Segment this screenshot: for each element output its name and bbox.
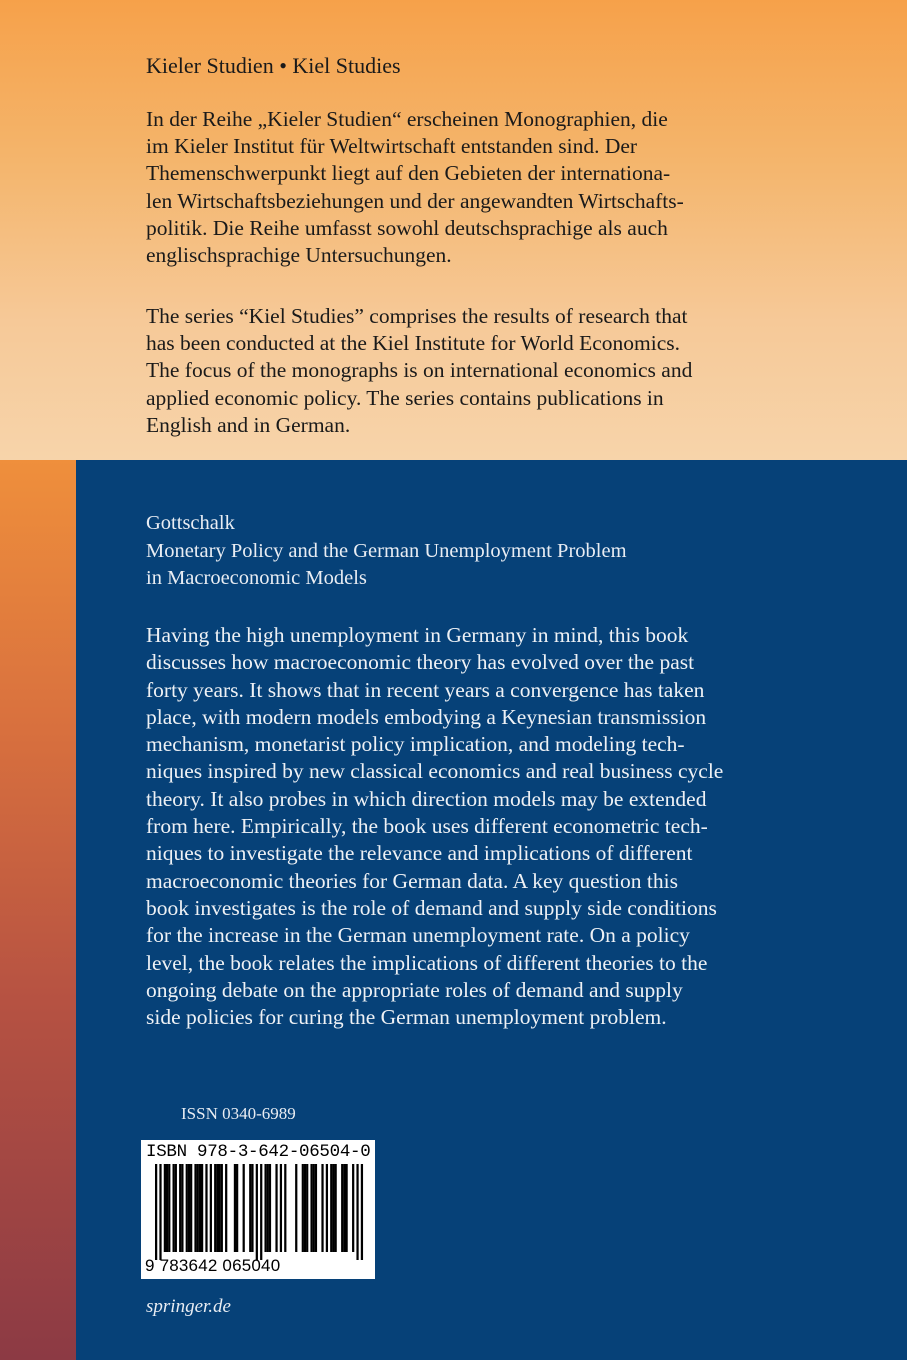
barcode-bar: [295, 1164, 297, 1252]
barcode-bar: [155, 1164, 157, 1260]
barcode-bar: [190, 1164, 192, 1252]
text-line: niques to investigate the relevance and implications of different: [146, 841, 693, 866]
barcode-bar: [345, 1164, 347, 1252]
barcode-bar: [173, 1164, 175, 1252]
text-line: politik. Die Reihe umfasst sowohl deutschsprachige als auch: [146, 215, 668, 240]
barcode: [141, 1140, 375, 1279]
barcode-bar: [304, 1164, 306, 1252]
book-title-line-2: in Macroeconomic Models: [146, 567, 367, 589]
barcode-bar: [188, 1164, 190, 1252]
barcode-bar: [332, 1164, 334, 1252]
barcode-bars: [149, 1164, 369, 1260]
issn-number: ISSN 0340-6989: [181, 1104, 296, 1123]
text-line: In der Reihe „Kieler Studien“ erscheinen Monographien, die: [146, 107, 668, 131]
barcode-bar: [284, 1164, 286, 1252]
barcode-bar: [321, 1164, 323, 1252]
barcode-bar: [159, 1164, 161, 1260]
text-line: ongoing debate on the appropriate roles of demand and supply: [146, 977, 683, 1002]
barcode-bar: [260, 1164, 262, 1260]
barcode-bar: [306, 1164, 308, 1252]
text-line: englischsprachige Untersuchungen.: [146, 243, 452, 268]
barcode-bar: [194, 1164, 196, 1252]
text-line: len Wirtschaftsbeziehungen und der angewandten Wirtschafts-: [146, 188, 684, 213]
left-gradient-strip: [0, 460, 76, 1360]
text-line: English and in German.: [146, 412, 351, 437]
series-title: Kieler Studien • Kiel Studies: [146, 53, 401, 78]
barcode-bar: [356, 1164, 358, 1260]
barcode-bar: [201, 1164, 203, 1252]
barcode-bar: [197, 1164, 199, 1252]
text-line: The series “Kiel Studies” comprises the results of research that: [146, 304, 688, 328]
text-line: side policies for curing the German unemployment problem.: [146, 1005, 667, 1030]
text-line: The focus of the monographs is on international economics and: [146, 358, 693, 383]
series-description-english: [146, 303, 786, 439]
barcode-bar: [225, 1164, 227, 1252]
barcode-bar: [315, 1164, 317, 1252]
ean-number: 9 783642 065040: [145, 1256, 281, 1275]
barcode-bar: [199, 1164, 201, 1252]
barcode-bar: [243, 1164, 245, 1252]
book-title-line-1: Monetary Policy and the German Unemployment Problem: [146, 539, 627, 562]
text-line: mechanism, monetarist policy implication, and modeling tech-: [146, 732, 685, 757]
barcode-bar: [234, 1164, 236, 1252]
barcode-bar: [361, 1164, 363, 1260]
barcode-bar: [218, 1164, 220, 1252]
text-line: niques inspired by new classical economics and real business cycle: [146, 759, 724, 784]
barcode-bar: [251, 1164, 253, 1252]
barcode-bar: [264, 1164, 266, 1252]
barcode-bar: [186, 1164, 188, 1252]
barcode-bar: [164, 1164, 166, 1252]
barcode-bar: [267, 1164, 269, 1252]
text-line: applied economic policy. The series contains publications in: [146, 385, 664, 410]
book-heading: [146, 510, 627, 593]
barcode-bar: [216, 1164, 218, 1252]
barcode-bar: [310, 1164, 312, 1252]
barcode-bar: [166, 1164, 168, 1252]
text-line: forty years. It shows that in recent years a convergence has taken: [146, 677, 705, 702]
series-info-panel: [0, 0, 907, 460]
text-line: theory. It also probes in which direction models may be extended: [146, 786, 707, 811]
barcode-bar: [179, 1164, 181, 1252]
series-description-german: [146, 106, 786, 269]
text-line: has been conducted at the Kiel Institute for World Economics.: [146, 331, 681, 356]
text-line: for the increase in the German unemployment rate. On a policy: [146, 923, 690, 948]
barcode-bar: [236, 1164, 238, 1252]
barcode-bar: [313, 1164, 315, 1252]
barcode-bar: [256, 1164, 258, 1260]
barcode-bar: [181, 1164, 183, 1252]
text-line: im Kieler Institut für Weltwirtschaft entstanden sind. Der: [146, 134, 638, 159]
barcode-bar: [326, 1164, 328, 1252]
isbn-number: ISBN 978-3-642-06504-0: [146, 1142, 371, 1162]
barcode-bar: [343, 1164, 345, 1252]
book-abstract: [146, 622, 723, 1031]
barcode-bar: [330, 1164, 332, 1252]
text-line: discusses how macroeconomic theory has evolved over the past: [146, 650, 695, 675]
barcode-bar: [269, 1164, 271, 1252]
barcode-bar: [249, 1164, 251, 1252]
text-line: from here. Empirically, the book uses different econometric tech-: [146, 814, 708, 839]
text-line: level, the book relates the implications of different theories to the: [146, 950, 708, 975]
text-line: book investigates is the role of demand and supply side conditions: [146, 895, 717, 920]
text-line: Themenschwerpunkt liegt auf den Gebieten der internationa-: [146, 161, 671, 186]
text-line: macroeconomic theories for German data. A key question this: [146, 868, 678, 893]
barcode-bar: [335, 1164, 337, 1252]
barcode-bar: [205, 1164, 207, 1252]
barcode-bar: [175, 1164, 177, 1252]
barcode-bar: [352, 1164, 354, 1252]
barcode-bar: [302, 1164, 304, 1252]
barcode-bar: [168, 1164, 170, 1252]
barcode-bar: [275, 1164, 277, 1252]
publisher-url: springer.de: [146, 1296, 231, 1317]
barcode-bar: [280, 1164, 282, 1252]
text-line: Having the high unemployment in Germany in mind, this book: [146, 623, 689, 647]
barcode-bar: [210, 1164, 212, 1252]
author-name: Gottschalk: [146, 512, 235, 534]
barcode-bar: [214, 1164, 216, 1252]
text-line: place, with modern models embodying a Keynesian transmission: [146, 704, 707, 729]
barcode-bar: [341, 1164, 343, 1252]
barcode-bar: [221, 1164, 223, 1252]
